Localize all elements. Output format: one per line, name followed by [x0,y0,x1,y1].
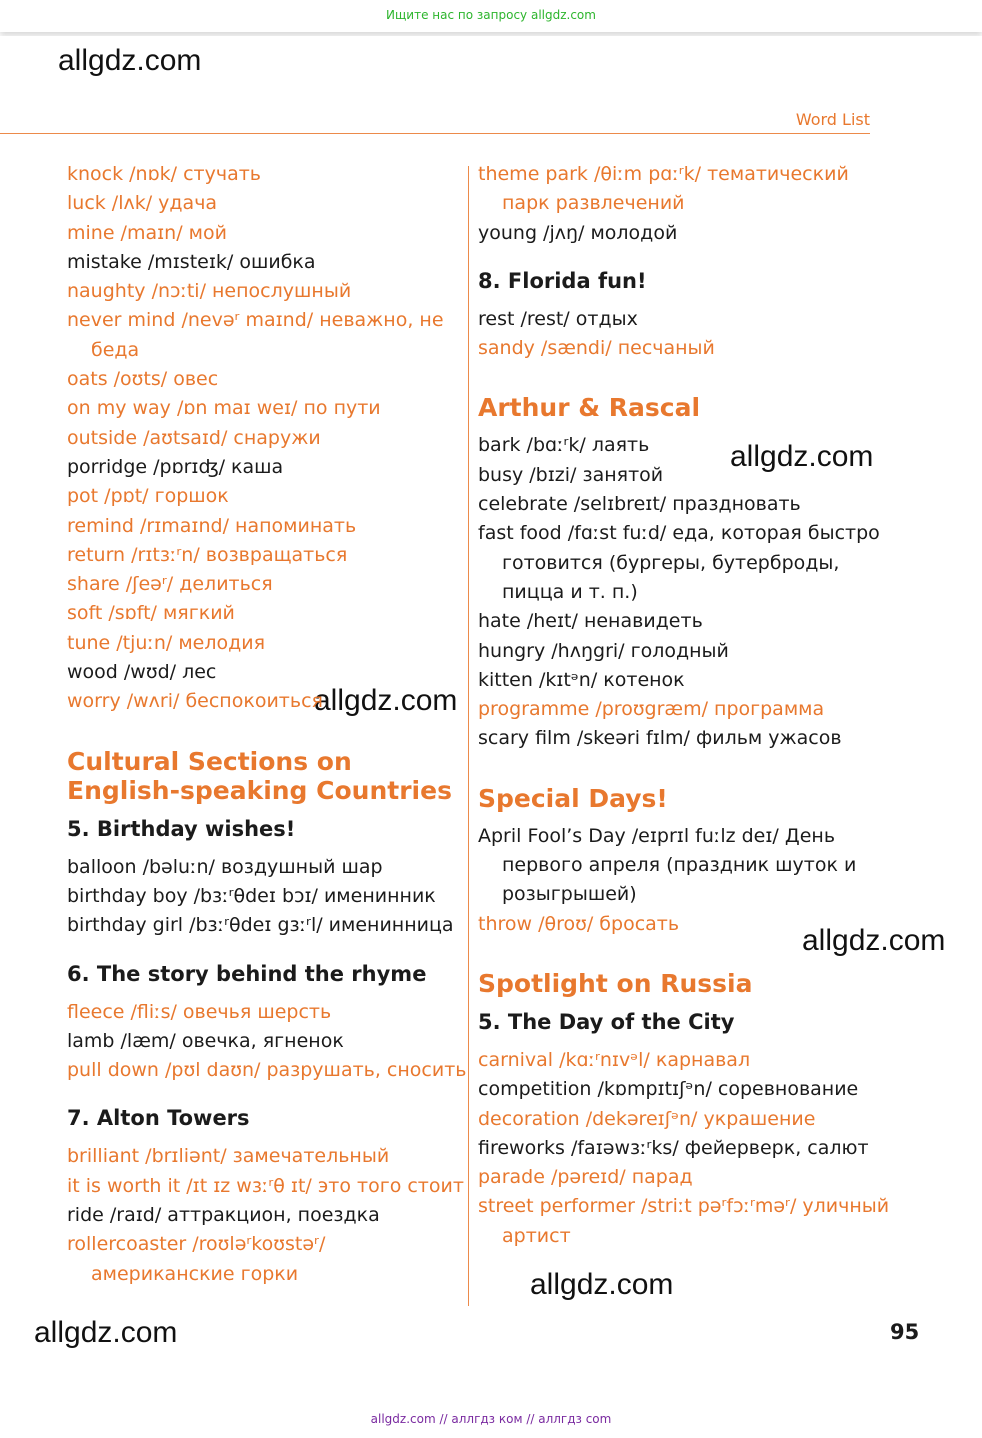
top-banner-text: Ищите нас по запросу allgdz.com [386,8,596,22]
word-entry: hungry /hʌŋgri/ голодный [478,639,729,662]
word-entry: programme /proʊgræm/ программа [478,698,825,721]
top-banner [0,0,982,32]
word-entry: oats /oʊts/ овес [67,368,219,391]
word-entry: on my way /ɒn maɪ weɪ/ по пути [67,397,381,420]
left-column [67,160,467,1289]
watermark: allgdz.com [802,924,946,957]
word-entry: kitten /kɪtᵊn/ котенок [478,668,685,691]
word-entry: competition /kɒmpɪtɪʃᵊn/ соревнование [478,1078,859,1101]
word-entry: throw /θroʊ/ бросать [478,912,680,935]
right-column [478,160,898,1251]
watermark: allgdz.com [530,1268,674,1301]
word-entry: fleece /fliːs/ овечья шерсть [67,1000,332,1023]
section-heading: Special Days! [478,783,668,813]
entry-list [478,305,898,364]
entry-list [478,1046,898,1251]
word-entry: fireworks /faɪəwɜːʳks/ фейерверк, салют [478,1136,869,1159]
subsection-heading: 7. Alton Towers [67,1106,250,1131]
subsection-heading: 6. The story behind the rhyme [67,961,427,986]
entry-list [67,160,467,717]
subsection-heading: 5. Birthday wishes! [67,816,296,841]
word-entry: ride /raɪd/ аттракцион, поездка [67,1204,380,1227]
word-entry: luck /lʌk/ удача [67,192,218,215]
word-entry: tune /tjuːn/ мелодия [67,631,266,654]
word-entry: scary film /skeəri fɪlm/ фильм ужасов [478,727,842,750]
word-entry: outside /aʊtsaɪd/ снаружи [67,426,321,449]
running-header: Word List [795,110,870,129]
word-entry: it is worth it /ɪt ɪz wɜːʳθ ɪt/ это того стоит [67,1174,464,1197]
word-entry: parade /pəreɪd/ парад [478,1166,693,1189]
word-entry: sandy /sændi/ песчаный [478,337,715,360]
word-entry: return /rɪtɜːʳn/ возвращаться [67,543,348,566]
word-entry: celebrate /selɪbreɪt/ праздновать [478,493,801,516]
subsection-heading: 5. The Day of the City [478,1009,735,1034]
word-entry: decoration /dekəreɪʃᵊn/ украшение [478,1107,816,1130]
watermark: allgdz.com [314,684,458,717]
subsection-heading: 8. Florida fun! [478,268,647,293]
header-rule [0,133,870,134]
word-entry: pull down /pʊl daʊn/ разрушать, сносить [67,1059,467,1082]
word-entry: birthday boy /bɜːʳθdeɪ bɔɪ/ именинник [67,884,436,907]
word-entry: soft /sɒft/ мягкий [67,602,235,625]
word-entry: brilliant /brɪliənt/ замечательный [67,1145,390,1168]
word-entry: young /jʌŋ/ молодой [478,221,678,244]
word-entry: porridge /pɒrɪʤ/ каша [67,455,284,478]
entry-list [67,998,467,1086]
word-entry: wood /wʊd/ лес [67,661,217,684]
entry-list [478,160,898,248]
word-entry: knock /nɒk/ стучать [67,163,261,185]
entry-list [67,853,467,941]
word-entry: mine /maɪn/ мой [67,221,227,244]
word-entry: birthday girl /bɜːʳθdeɪ gɜːʳl/ именинница [67,914,454,937]
word-entry: street performer /striːt pəʳfɔːʳməʳ/ уличный артист [478,1195,890,1247]
section-heading: Arthur & Rascal [478,393,701,423]
word-entry: theme park /θiːm pɑːʳk/ тематический парк развлечений [478,163,849,215]
section-heading: Cultural Sections on English-speaking Countries [67,746,452,805]
word-entry: never mind /nevəʳ maɪnd/ неважно, не беда [67,309,444,361]
word-entry: fast food /fɑːst fuːd/ еда, которая быстро готовится (бургеры, бутерброды, пицца и т. п.) [478,522,880,603]
word-entry: pot /pɒt/ горшок [67,485,229,508]
page-number: 95 [890,1320,920,1344]
word-entry: busy /bɪzi/ занятой [478,463,664,486]
entry-list [478,431,898,753]
watermark: allgdz.com [58,44,202,77]
entry-list [478,822,898,939]
word-entry: worry /wʌri/ беспокоиться [67,690,323,713]
word-entry: balloon /bəluːn/ воздушный шар [67,855,383,878]
word-entry: rollercoaster /roʊləʳkoʊstəʳ/ американские горки [67,1233,326,1285]
footer-banner: allgdz.com // аллгдз ком // аллгдз com [370,1412,612,1426]
word-entry: rest /rest/ отдых [478,307,638,330]
entry-list [67,1142,467,1288]
word-entry: carnival /kɑːʳnɪvᵊl/ карнавал [478,1048,751,1071]
word-entry: mistake /mɪsteɪk/ ошибка [67,250,316,273]
word-entry: share /ʃeəʳ/ делиться [67,573,273,596]
column-divider [468,166,469,1306]
section-heading: Spotlight on Russia [478,968,753,998]
word-entry: remind /rɪmaɪnd/ напоминать [67,514,357,537]
word-entry: bark /bɑːʳk/ лаять [478,434,650,457]
word-entry: hate /heɪt/ ненавидеть [478,610,703,633]
word-entry: naughty /nɔːti/ непослушный [67,280,352,303]
word-entry: lamb /læm/ овечка, ягненок [67,1029,344,1052]
word-entry: April Fool’s Day /eɪprɪl fuːlz deɪ/ День первого апреля (праздник шуток и розыгрышей) [478,824,857,906]
watermark: allgdz.com [34,1316,178,1349]
watermark: allgdz.com [730,440,874,473]
